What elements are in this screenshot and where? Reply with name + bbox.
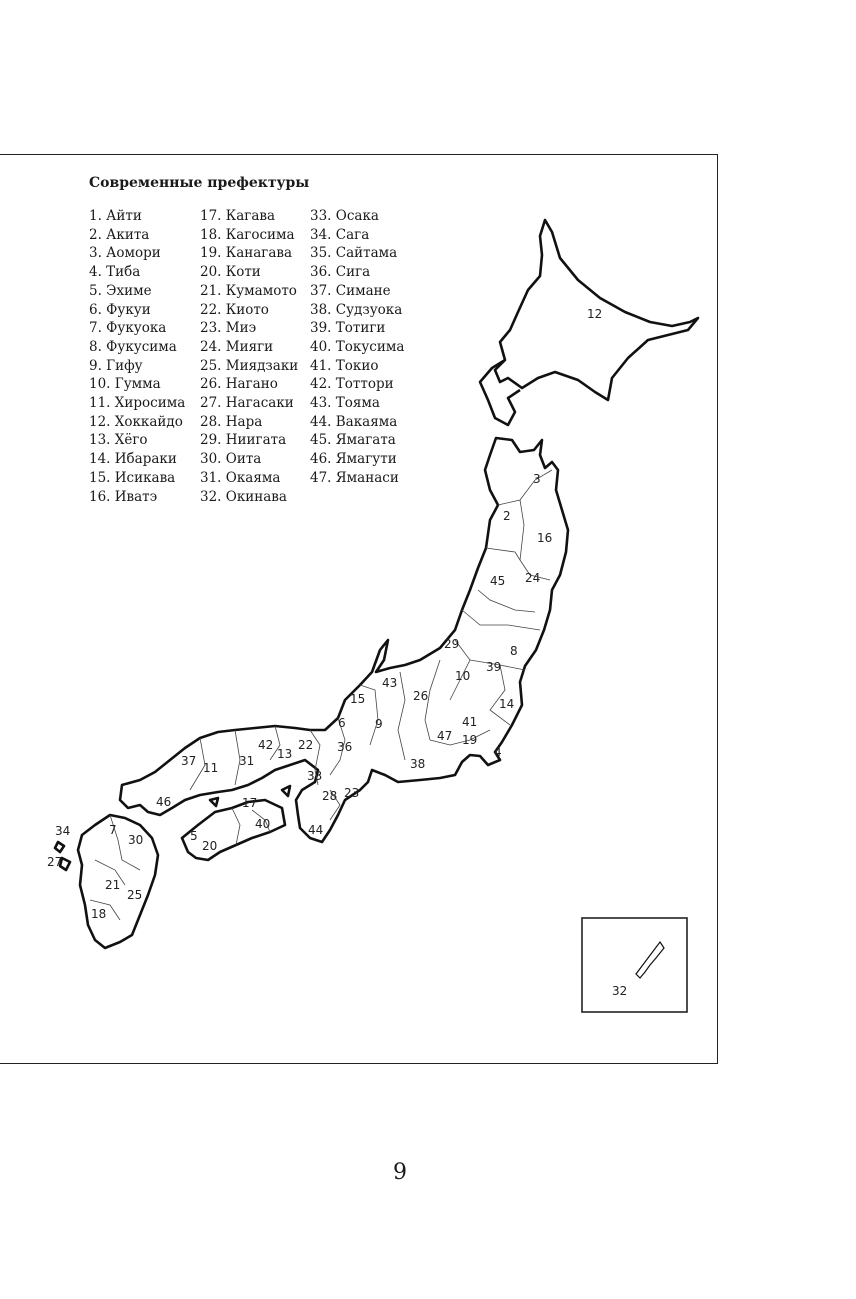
legend-item: 2. Акита <box>89 226 150 243</box>
prefecture-label: 41 <box>462 715 478 729</box>
legend-item: 30. Оита <box>200 451 262 468</box>
legend-item: 11. Хиросима <box>89 395 186 412</box>
legend-item: 14. Ибараки <box>89 451 177 468</box>
prefecture-label: 42 <box>258 738 274 752</box>
okinawa-island <box>636 942 664 978</box>
prefecture-label: 24 <box>525 571 541 585</box>
legend-item: 38. Судзуока <box>310 301 403 318</box>
legend-item: 8. Фукусима <box>89 338 177 355</box>
legend-item: 40. Токусима <box>310 338 405 355</box>
prefecture-label: 47 <box>437 729 453 743</box>
legend-item: 1. Айти <box>89 208 142 224</box>
prefecture-label: 15 <box>350 692 366 706</box>
prefecture-label: 5 <box>190 829 198 843</box>
legend-item: 18. Кагосима <box>200 226 295 243</box>
island <box>282 786 290 796</box>
prefecture-label: 25 <box>127 888 143 902</box>
legend-item: 45. Ямагата <box>310 432 396 449</box>
legend-item: 26. Нагано <box>200 376 278 393</box>
legend-item: 36. Сига <box>310 264 371 281</box>
prefecture-label: 23 <box>344 786 360 800</box>
prefecture-label: 6 <box>338 716 346 730</box>
prefecture-label: 44 <box>308 823 324 837</box>
page-number: 9 <box>393 1160 407 1185</box>
prefecture-label: 31 <box>239 754 255 768</box>
legend-item: 27. Нагасаки <box>200 395 294 412</box>
hokkaido-southwest-peninsula <box>480 360 520 425</box>
prefecture-label: 2 <box>503 509 511 523</box>
legend-item: 20. Коти <box>200 264 261 281</box>
legend-item: 5. Эхиме <box>89 282 152 299</box>
legend-item: 29. Ниигата <box>200 432 287 449</box>
legend-item: 39. Тотиги <box>310 320 386 337</box>
legend-item: 12. Хоккайдо <box>89 413 183 430</box>
prefecture-label: 29 <box>444 637 460 651</box>
prefecture-label: 12 <box>587 307 603 321</box>
prefecture-label: 38 <box>410 757 426 771</box>
prefecture-label: 4 <box>494 745 502 759</box>
prefecture-label: 34 <box>55 824 71 838</box>
prefecture-label: 7 <box>109 823 117 837</box>
prefecture-label: 40 <box>255 817 271 831</box>
legend-item: 41. Токио <box>310 357 379 374</box>
prefecture-label: 11 <box>203 761 219 775</box>
legend-item: 22. Киото <box>200 301 269 318</box>
prefecture-borders <box>90 470 552 920</box>
prefecture-label: 46 <box>156 795 172 809</box>
prefecture-label: 45 <box>490 574 506 588</box>
legend-item: 25. Миядзаки <box>200 357 299 374</box>
inset-label: 32 <box>612 984 628 998</box>
island <box>55 842 64 852</box>
okinawa-inset-box <box>582 918 687 1012</box>
legend-item: 35. Сайтама <box>310 245 398 262</box>
honshu-outline <box>120 438 568 842</box>
legend-item: 9. Гифу <box>89 357 143 374</box>
legend-item: 43. Тояма <box>310 395 380 412</box>
prefecture-label: 33 <box>307 769 323 783</box>
legend-item: 44. Вакаяма <box>310 413 398 430</box>
map-coastline <box>55 220 698 948</box>
prefecture-label: 9 <box>375 717 383 731</box>
legend-item: 28. Нара <box>200 413 263 430</box>
prefecture-label: 22 <box>298 738 314 752</box>
legend-item: 23. Миэ <box>200 320 257 337</box>
prefecture-label: 20 <box>202 839 218 853</box>
prefecture-label: 26 <box>413 689 429 703</box>
legend-item: 13. Хёго <box>89 432 148 449</box>
prefecture-labels <box>47 307 602 921</box>
prefecture-label: 27 <box>47 855 63 869</box>
legend-item: 4. Тиба <box>89 264 141 281</box>
prefecture-label: 21 <box>105 878 121 892</box>
legend-item: 37. Симане <box>310 282 391 299</box>
legend-item: 19. Канагава <box>200 245 293 262</box>
legend-item: 16. Иватэ <box>89 488 158 505</box>
legend-item: 6. Фукуи <box>89 301 151 318</box>
prefecture-label: 10 <box>455 669 471 683</box>
legend-item: 10. Гумма <box>89 376 161 393</box>
legend-item: 7. Фукуока <box>89 320 167 337</box>
legend-item: 21. Кумамото <box>200 282 297 299</box>
prefecture-label: 30 <box>128 833 144 847</box>
legend-item: 31. Окаяма <box>200 469 281 486</box>
legend-item: 34. Сага <box>310 226 370 243</box>
legend-item: 24. Мияги <box>200 338 274 355</box>
legend-item: 46. Ямагути <box>310 451 397 468</box>
legend-item: 3. Аомори <box>89 245 161 262</box>
prefecture-label: 19 <box>462 733 478 747</box>
prefecture-label: 37 <box>181 754 197 768</box>
legend-item: 32. Окинава <box>200 488 287 505</box>
prefecture-label: 28 <box>322 789 338 803</box>
prefecture-label: 3 <box>533 472 541 486</box>
prefecture-label: 13 <box>277 747 293 761</box>
legend-item: 47. Яманаси <box>310 469 399 486</box>
prefecture-label: 16 <box>537 531 553 545</box>
prefecture-label: 14 <box>499 697 515 711</box>
legend-title: Современные префектуры <box>89 175 310 191</box>
prefecture-label: 17 <box>242 796 258 810</box>
prefecture-label: 8 <box>510 644 518 658</box>
island <box>210 798 218 806</box>
legend-item: 33. Осака <box>310 208 379 224</box>
prefecture-label: 39 <box>486 660 502 674</box>
legend-item: 15. Исикава <box>89 469 176 486</box>
prefecture-label: 18 <box>91 907 107 921</box>
legend-item: 42. Тоттори <box>310 376 394 393</box>
prefecture-label: 43 <box>382 676 398 690</box>
prefecture-label: 36 <box>337 740 353 754</box>
legend-item: 17. Кагава <box>200 208 276 224</box>
